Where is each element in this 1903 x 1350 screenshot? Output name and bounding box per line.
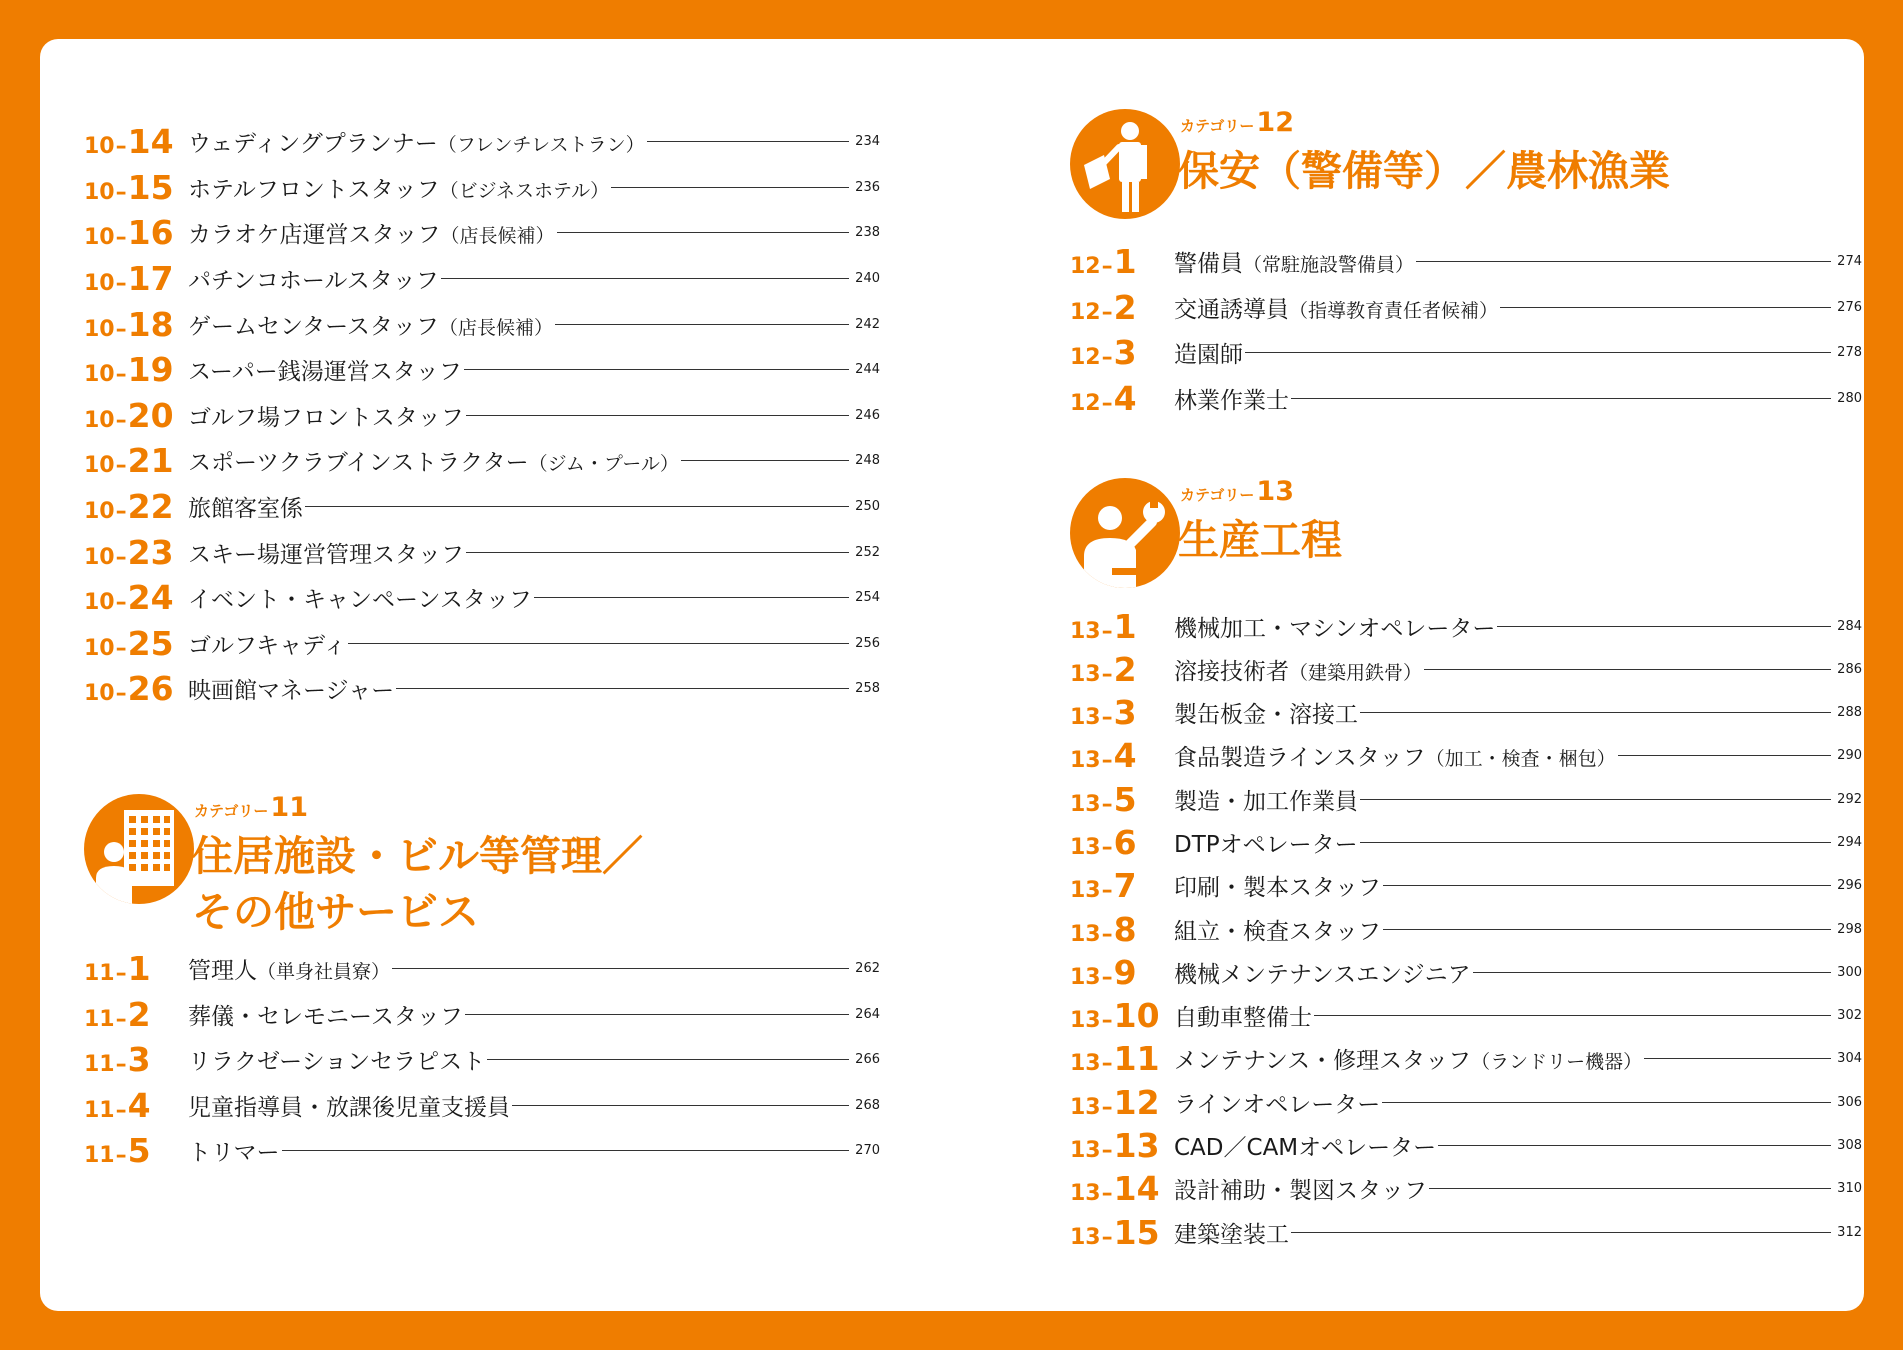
entry-title: 製缶板金・溶接工 [1174, 702, 1358, 729]
entry-number: 12 – 1 [1070, 242, 1137, 282]
number-dash: – [115, 407, 127, 433]
number-dash: – [1101, 835, 1113, 860]
entry-number: 10 – 25 [84, 623, 174, 663]
toc-entry [1070, 285, 1862, 331]
entry-title: 自動車整備士 [1174, 1005, 1312, 1032]
entry-title: 林業作業士 [1174, 388, 1289, 415]
toc-entry [84, 575, 880, 621]
dotted-leader [1497, 626, 1831, 627]
entry-title: 食品製造ラインスタッフ（加工・検査・梱包） [1174, 745, 1616, 772]
entry-page-number: 296 [1837, 878, 1862, 894]
entry-title: スキー場運営管理スタッフ [188, 541, 464, 568]
category-11-header [84, 791, 884, 936]
number-dash: – [115, 635, 127, 661]
entry-note: （単身社員寮） [257, 961, 391, 984]
toc-entry [1070, 1124, 1862, 1167]
entry-title: CAD／CAMオペレーター [1174, 1135, 1437, 1162]
number-dash: – [1101, 791, 1113, 817]
toc-entry [84, 301, 880, 347]
dotted-leader [647, 141, 850, 142]
entry-number: 10 – 16 [84, 213, 174, 253]
entry-number: 10 – 19 [84, 350, 174, 390]
entry-number: 13 – 2 [1070, 649, 1137, 689]
entry-page-number: 252 [855, 544, 880, 560]
number-dash: – [115, 1143, 127, 1169]
entry-page-number: 234 [855, 134, 880, 150]
entry-title: 設計補助・製図スタッフ [1174, 1178, 1427, 1205]
category-13-title: 生産工程 [1178, 516, 1342, 565]
entry-page-number: 248 [855, 453, 880, 469]
number-dash: – [1101, 254, 1113, 280]
toc-entry [84, 393, 880, 439]
entry-page-number: 264 [855, 1006, 880, 1022]
category-12-label: カテゴリー12 [1180, 107, 1294, 138]
toc-entry [84, 529, 880, 575]
entry-note: （店長候補） [438, 316, 553, 339]
worker-wrench-icon [1070, 478, 1180, 588]
entry-number: 11 – 5 [84, 1131, 151, 1171]
toc-entry [1070, 821, 1862, 864]
number-dash: – [115, 134, 127, 160]
entry-page-number: 298 [1837, 921, 1862, 937]
toc-entry [84, 1037, 880, 1083]
entry-title: 製造・加工作業員 [1174, 788, 1358, 815]
entry-number: 10 – 22 [84, 487, 174, 527]
toc-entry [84, 1083, 880, 1129]
dotted-leader [466, 415, 849, 416]
toc-entry [1070, 376, 1862, 422]
dotted-leader [282, 1150, 850, 1151]
toc-entry [84, 666, 880, 712]
dotted-leader [466, 552, 849, 553]
number-dash: – [1101, 299, 1113, 325]
dotted-leader [681, 460, 849, 461]
entry-number: 13 – 9 [1070, 952, 1137, 992]
entry-note: （店長候補） [440, 225, 555, 248]
toc-entry [1070, 330, 1862, 376]
number-dash: – [115, 1006, 127, 1032]
number-dash: – [1101, 1008, 1113, 1034]
entry-page-number: 306 [1837, 1094, 1862, 1110]
entry-title: 交通誘導員（指導教育責任者候補） [1174, 296, 1499, 323]
entry-page-number: 270 [855, 1143, 880, 1159]
toc-entry [1070, 239, 1862, 285]
entry-page-number: 246 [855, 407, 880, 423]
number-dash: – [1101, 964, 1113, 990]
dotted-leader [534, 597, 849, 598]
entry-number: 13 – 4 [1070, 736, 1137, 776]
toc-list-category-10 [84, 119, 884, 712]
entry-page-number: 304 [1837, 1051, 1862, 1067]
category-12-header [1070, 109, 1870, 221]
number-dash: – [1101, 391, 1113, 417]
dotted-leader [487, 1059, 849, 1060]
dotted-leader [1429, 1188, 1831, 1189]
dotted-leader [1291, 398, 1831, 399]
entry-page-number: 278 [1837, 345, 1862, 361]
number-dash: – [1101, 1051, 1113, 1077]
dotted-leader [1360, 799, 1831, 800]
toc-list-category-13 [1070, 604, 1870, 1253]
entry-page-number: 312 [1837, 1224, 1862, 1240]
toc-entry [1070, 604, 1862, 647]
entry-number: 10 – 23 [84, 532, 174, 572]
dotted-leader [1382, 1102, 1831, 1103]
entry-page-number: 250 [855, 499, 880, 515]
entry-number: 13 – 15 [1070, 1212, 1160, 1252]
entry-title: 警備員（常駐施設警備員） [1174, 251, 1415, 278]
number-dash: – [115, 225, 127, 251]
entry-number: 13 – 12 [1070, 1082, 1160, 1122]
entry-page-number: 254 [855, 590, 880, 606]
toc-entry [1070, 691, 1862, 734]
number-dash: – [115, 179, 127, 205]
entry-title: パチンコホールスタッフ [188, 268, 439, 295]
entry-page-number: 284 [1837, 618, 1862, 634]
entry-number: 13 – 7 [1070, 866, 1137, 906]
entry-title: 組立・検査スタッフ [1174, 918, 1381, 945]
category-11-label: カテゴリー11 [194, 791, 308, 823]
entry-title: ホテルフロントスタッフ（ビジネスホテル） [188, 176, 610, 203]
dotted-leader [555, 324, 849, 325]
category-11-title: 住居施設・ビル等管理／ その他サービス [192, 831, 643, 936]
left-column [84, 119, 884, 1174]
entry-number: 13 – 6 [1070, 823, 1137, 862]
toc-entry [1070, 994, 1862, 1037]
dotted-leader [1383, 885, 1831, 886]
entry-number: 10 – 18 [84, 304, 174, 344]
entry-number: 13 – 8 [1070, 909, 1137, 949]
toc-entry [84, 991, 880, 1037]
number-dash: – [115, 681, 127, 707]
entry-number: 13 – 3 [1070, 693, 1137, 733]
entry-page-number: 244 [855, 362, 880, 378]
entry-title: 建築塗装工 [1174, 1221, 1289, 1248]
entry-number: 10 – 24 [84, 578, 174, 618]
entry-note: （ランドリー機器） [1471, 1051, 1643, 1074]
number-dash: – [1101, 618, 1113, 644]
entry-page-number: 300 [1837, 964, 1862, 980]
toc-entry [1070, 1211, 1862, 1254]
entry-page-number: 274 [1837, 254, 1862, 270]
number-dash: – [115, 590, 127, 616]
entry-title: ゴルフ場フロントスタッフ [188, 404, 464, 431]
entry-title: スポーツクラブインストラクター（ジム・プール） [188, 450, 679, 477]
entry-page-number: 258 [855, 681, 880, 697]
toc-entry [1070, 864, 1862, 907]
toc-entry [84, 946, 880, 992]
entry-page-number: 286 [1837, 661, 1862, 677]
entry-title: カラオケ店運営スタッフ（店長候補） [188, 222, 555, 249]
dotted-leader [1360, 712, 1831, 713]
entry-page-number: 310 [1837, 1181, 1862, 1197]
number-dash: – [1101, 878, 1113, 904]
toc-entry [84, 165, 880, 211]
dotted-leader [1618, 755, 1832, 756]
entry-note: （常駐施設警備員） [1243, 254, 1415, 277]
entry-page-number: 256 [855, 635, 880, 651]
entry-page-number: 290 [1837, 748, 1862, 764]
entry-title: 葬儀・セレモニースタッフ [188, 1003, 463, 1030]
dotted-leader [1473, 972, 1832, 973]
entry-number: 11 – 4 [84, 1085, 151, 1125]
toc-entry [1070, 907, 1862, 950]
entry-page-number: 276 [1837, 299, 1862, 315]
number-dash: – [1101, 921, 1113, 947]
entry-number: 13 – 13 [1070, 1126, 1160, 1166]
dotted-leader [557, 232, 850, 233]
entry-number: 11 – 2 [84, 994, 151, 1034]
entry-page-number: 268 [855, 1097, 880, 1113]
dotted-leader [1383, 929, 1831, 930]
entry-number: 12 – 3 [1070, 333, 1137, 373]
toc-list-category-12 [1070, 239, 1870, 421]
entry-page-number: 242 [855, 316, 880, 332]
toc-entry [1070, 778, 1862, 821]
entry-title: 旅館客室係 [188, 496, 303, 523]
entry-note: （フレンチレストラン） [437, 134, 645, 157]
entry-page-number: 240 [855, 271, 880, 287]
entry-number: 11 – 1 [84, 949, 151, 989]
toc-entry [1070, 1167, 1862, 1210]
entry-page-number: 280 [1837, 391, 1862, 407]
number-dash: – [115, 1052, 127, 1078]
entry-number: 11 – 3 [84, 1040, 151, 1080]
number-dash: – [115, 362, 127, 388]
dotted-leader [1245, 352, 1831, 353]
number-dash: – [115, 499, 127, 525]
number-dash: – [115, 544, 127, 570]
entry-title: トリマー [188, 1140, 280, 1167]
number-dash: – [115, 961, 127, 987]
entry-title: 印刷・製本スタッフ [1174, 875, 1381, 902]
toc-entry [84, 621, 880, 667]
toc-entry [84, 210, 880, 256]
entry-note: （ジム・プール） [528, 453, 679, 476]
entry-number: 13 – 10 [1070, 996, 1160, 1036]
toc-entry [84, 119, 880, 165]
dotted-leader [1314, 1015, 1831, 1016]
number-dash: – [1101, 748, 1113, 774]
entry-note: （加工・検査・梱包） [1425, 748, 1616, 771]
entry-number: 13 – 1 [1070, 606, 1137, 646]
entry-page-number: 294 [1837, 835, 1862, 850]
number-dash: – [1101, 705, 1113, 731]
entry-title: 溶接技術者（建築用鉄骨） [1174, 658, 1423, 685]
dotted-leader [441, 278, 849, 279]
dotted-leader [1424, 669, 1831, 670]
number-dash: – [115, 1097, 127, 1123]
entry-page-number: 238 [855, 225, 880, 241]
entry-title: メンテナンス・修理スタッフ（ランドリー機器） [1174, 1048, 1643, 1075]
toc-page [40, 39, 1864, 1311]
entry-page-number: 308 [1837, 1138, 1862, 1154]
number-dash: – [115, 271, 127, 297]
toc-entry [84, 256, 880, 302]
dotted-leader [1360, 842, 1832, 843]
entry-title: DTPオペレーター [1174, 832, 1358, 858]
toc-entry [84, 484, 880, 530]
entry-number: 10 – 26 [84, 669, 174, 709]
entry-number: 12 – 2 [1070, 287, 1137, 327]
entry-page-number: 302 [1837, 1008, 1862, 1024]
dotted-leader [1644, 1058, 1831, 1059]
entry-title: リラクゼーションセラピスト [188, 1049, 486, 1076]
entry-title: 児童指導員・放課後児童支援員 [188, 1094, 510, 1121]
dotted-leader [396, 688, 849, 689]
number-dash: – [1101, 345, 1113, 371]
category-12-title: 保安（警備等）／農林漁業 [1178, 147, 1670, 195]
number-dash: – [1101, 1138, 1113, 1164]
number-dash: – [1101, 1224, 1113, 1250]
entry-number: 10 – 17 [84, 259, 174, 299]
entry-number: 13 – 5 [1070, 779, 1137, 819]
entry-page-number: 288 [1837, 705, 1862, 721]
number-dash: – [1101, 1181, 1113, 1207]
dotted-leader [305, 506, 849, 507]
dotted-leader [348, 643, 849, 644]
number-dash: – [115, 453, 127, 479]
building-person-icon [84, 794, 194, 904]
entry-page-number: 262 [855, 961, 880, 977]
dotted-leader [464, 369, 849, 370]
number-dash: – [1101, 1094, 1113, 1120]
right-column [1070, 109, 1870, 1254]
dotted-leader [1438, 1145, 1831, 1146]
entry-title: 機械メンテナンスエンジニア [1174, 961, 1471, 988]
entry-number: 10 – 20 [84, 395, 174, 435]
entry-number: 13 – 11 [1070, 1039, 1160, 1079]
entry-note: （建築用鉄骨） [1289, 661, 1423, 684]
entry-title: ゴルフキャディ [188, 632, 347, 659]
entry-title: 機械加工・マシンオペレーター [1174, 615, 1496, 642]
entry-page-number: 266 [855, 1052, 880, 1068]
entry-number: 12 – 4 [1070, 379, 1137, 419]
toc-entry [84, 438, 880, 484]
entry-title: ラインオペレーター [1174, 1091, 1381, 1118]
entry-number: 10 – 21 [84, 441, 174, 481]
toc-list-category-11 [84, 946, 884, 1174]
toc-entry [84, 347, 880, 393]
toc-entry [1070, 648, 1862, 691]
dotted-leader [512, 1105, 849, 1106]
dotted-leader [392, 968, 849, 969]
number-dash: – [115, 316, 127, 342]
toc-entry [1070, 734, 1862, 777]
entry-note: （指導教育責任者候補） [1289, 299, 1499, 322]
toc-entry [84, 1128, 880, 1174]
entry-title: 造園師 [1174, 342, 1243, 369]
entry-title: イベント・キャンペーンスタッフ [188, 587, 532, 614]
number-dash: – [1101, 661, 1113, 687]
entry-number: 10 – 15 [84, 167, 174, 207]
entry-title: ゲームセンタースタッフ（店長候補） [188, 313, 553, 340]
toc-entry [1070, 951, 1862, 994]
category-13-label: カテゴリー13 [1180, 476, 1294, 508]
guard-flag-icon [1070, 109, 1180, 219]
entry-number: 10 – 14 [84, 122, 174, 162]
entry-title: スーパー銭湯運営スタッフ [188, 359, 462, 386]
dotted-leader [1500, 307, 1831, 308]
dotted-leader [1416, 261, 1831, 262]
entry-number: 13 – 14 [1070, 1169, 1160, 1209]
toc-entry [1070, 1081, 1862, 1124]
dotted-leader [611, 187, 849, 188]
toc-entry [1070, 1037, 1862, 1080]
entry-title: ウェディングプランナー（フレンチレストラン） [188, 131, 645, 158]
dotted-leader [1291, 1232, 1831, 1233]
entry-page-number: 236 [855, 179, 880, 195]
entry-page-number: 292 [1837, 791, 1862, 807]
category-13-header [1070, 478, 1870, 590]
dotted-leader [465, 1014, 849, 1015]
entry-title: 映画館マネージャー [188, 678, 395, 705]
entry-title: 管理人（単身社員寮） [188, 958, 391, 985]
entry-note: （ビジネスホテル） [439, 179, 610, 202]
